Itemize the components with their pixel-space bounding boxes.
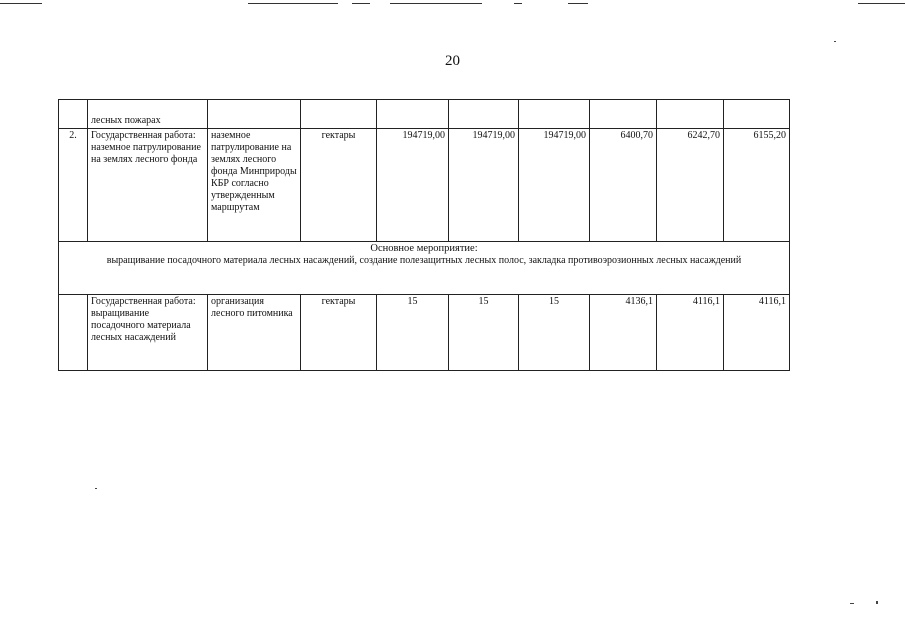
- cell-unit: гектары: [301, 295, 377, 371]
- work-table: [58, 99, 790, 371]
- cell-content: [208, 100, 301, 129]
- scan-speck: [95, 488, 97, 489]
- table-row-continuation: [59, 100, 790, 129]
- cell-unit: [301, 100, 377, 129]
- cell-value: [590, 100, 657, 129]
- cell-value: [519, 100, 590, 129]
- cell-index: [59, 100, 88, 129]
- scan-speck: [850, 603, 854, 604]
- table-row: [59, 295, 790, 371]
- cell-value-5: 6242,70: [657, 129, 724, 242]
- cell-value-3: 15: [519, 295, 590, 371]
- table-row: [59, 129, 790, 242]
- scan-artifact-line: [858, 3, 905, 4]
- scan-artifact-line: [248, 3, 338, 4]
- cell-value: [449, 100, 519, 129]
- scan-artifact-line: [514, 3, 522, 4]
- scan-artifact-line: [352, 3, 370, 4]
- cell-work-name: лесных пожарах: [88, 100, 208, 129]
- section-header: [59, 242, 790, 295]
- cell-value: [377, 100, 449, 129]
- cell-value: [657, 100, 724, 129]
- cell-value-6: 6155,20: [724, 129, 790, 242]
- cell-value-3: 194719,00: [519, 129, 590, 242]
- cell-value: [724, 100, 790, 129]
- cell-content: наземное патрулирование на землях лесного фонда Минприроды КБР согласно утвержденным маршрутам: [208, 129, 301, 242]
- scan-artifact-line: [0, 3, 42, 4]
- scan-artifact-line: [568, 3, 588, 4]
- cell-value-1: 15: [377, 295, 449, 371]
- cell-value-4: 4136,1: [590, 295, 657, 371]
- cell-value-5: 4116,1: [657, 295, 724, 371]
- cell-value-4: 6400,70: [590, 129, 657, 242]
- section-text: выращивание посадочного материала лесных насаждений, создание полезащитных лесных полос, закладка противоэрозионных лесных насаждений: [106, 255, 742, 266]
- scan-artifact-line: [390, 3, 482, 4]
- section-title: Основное мероприятие:: [370, 243, 478, 254]
- cell-value-1: 194719,00: [377, 129, 449, 242]
- cell-work-name: Государственная работа: наземное патрулирование на землях лесного фонда: [88, 129, 208, 242]
- scan-speck: [834, 41, 836, 42]
- cell-index: [59, 295, 88, 371]
- cell-value-6: 4116,1: [724, 295, 790, 371]
- page-number: 20: [445, 53, 460, 69]
- cell-index: 2.: [59, 129, 88, 242]
- cell-content: организация лесного питомника: [208, 295, 301, 371]
- cell-unit: гектары: [301, 129, 377, 242]
- table-section-row: [59, 242, 790, 295]
- cell-value-2: 15: [449, 295, 519, 371]
- cell-value-2: 194719,00: [449, 129, 519, 242]
- scan-speck: [876, 601, 878, 604]
- cell-work-name: Государственная работа: выращивание посадочного материала лесных насаждений: [88, 295, 208, 371]
